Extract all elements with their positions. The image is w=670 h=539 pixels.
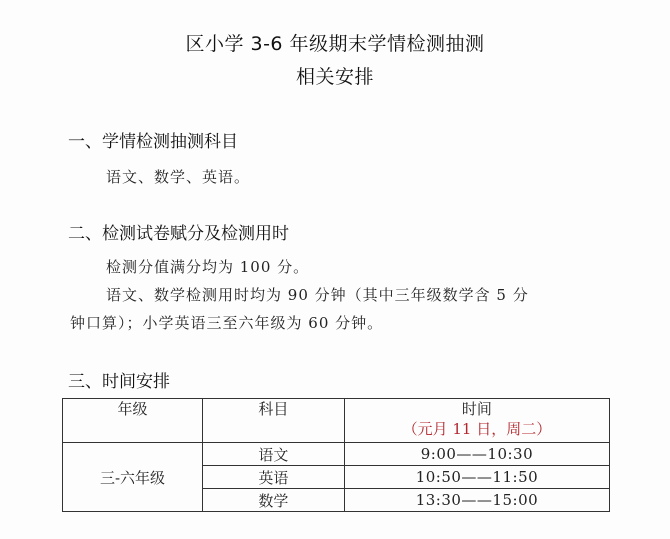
time-cell: 9:00——10:30	[344, 443, 609, 466]
section-heading-scoring: 二、检测试卷赋分及检测用时	[68, 224, 289, 244]
scoring-text-line3: 钟口算）；小学英语三至六年级为 60 分钟。	[70, 314, 384, 332]
scoring-text-line1: 检测分值满分均为 100 分。	[106, 258, 310, 276]
section-heading-schedule: 三、时间安排	[68, 372, 170, 392]
document-title: 区小学 3-6 年级期末学情检测抽测	[185, 33, 485, 55]
subject-cell: 语文	[202, 443, 344, 466]
header-time-label: 时间	[461, 400, 492, 418]
section-heading-subjects: 一、学情检测抽测科目	[68, 132, 238, 152]
schedule-table	[62, 398, 610, 512]
table-header-row	[63, 399, 610, 443]
subjects-text: 语文、数学、英语。	[106, 168, 251, 186]
grade-cell: 三-六年级	[63, 443, 203, 512]
time-cell: 10:50——11:50	[344, 466, 609, 489]
time-cell: 13:30——15:00	[344, 489, 609, 512]
table-row	[63, 443, 610, 466]
header-grade-label: 年级	[117, 400, 148, 418]
scoring-text-line2: 语文、数学检测用时均为 90 分钟（其中三年级数学含 5 分	[106, 286, 529, 304]
subject-cell: 数学	[202, 489, 344, 512]
header-grade	[63, 399, 203, 443]
exam-date-note: （元月 11 日，周二）	[402, 420, 552, 438]
header-subject-label: 科目	[258, 400, 289, 418]
header-subject	[202, 399, 344, 443]
header-time	[344, 399, 609, 443]
document-subtitle: 相关安排	[295, 66, 374, 88]
subject-cell: 英语	[202, 466, 344, 489]
